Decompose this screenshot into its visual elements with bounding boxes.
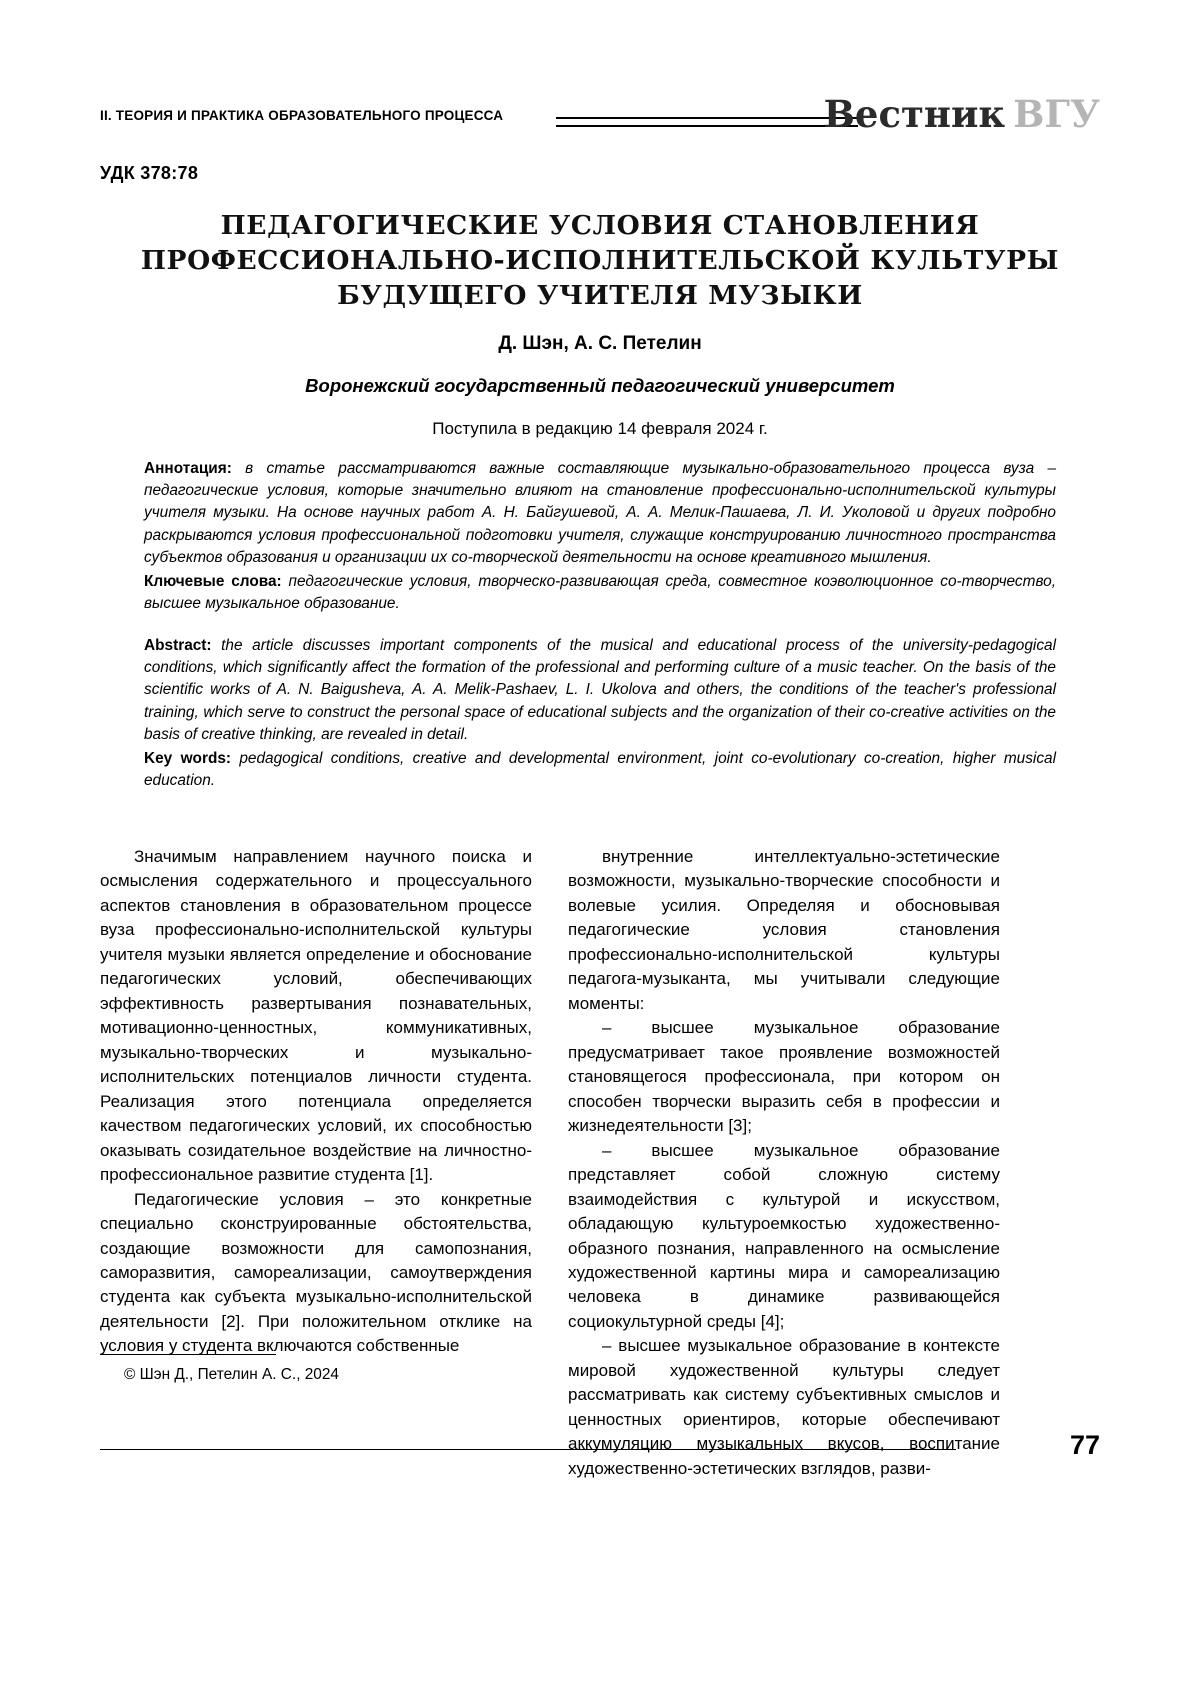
footer-rule — [100, 1449, 956, 1450]
abstract-english-body — [144, 635, 1056, 746]
keywords-russian-label: Ключевые слова: — [144, 572, 282, 590]
journal-name-abbr: ВГУ — [1013, 92, 1100, 136]
article-authors: Д. Шэн, А. С. Петелин — [498, 333, 702, 354]
body-paragraph: – высшее музыкальное образование представляет собой сложную систему взаимодействия с культурой и искусством, обладающую культуроемкостью художественно-образного познания, направленного на осмысление художественной картины мира и самореализацию человека в динамике развивающейся социокультурной среды [4]; — [568, 1140, 1000, 1331]
running-head — [100, 92, 1100, 142]
keywords-russian — [144, 571, 1056, 615]
body-paragraph: Значимым направлением научного поиска и осмысления содержательного и процессуального аспектов становления в образовательном процессе вуза профессионально-исполнительской культуры учителя музыки является определение и обоснование педагогических условий, обеспечивающих эффективность развертывания познавательных, мотивационно-ценностных, коммуникативных, музыкально-творческих и музыкально-исполнительских потенциалов личности студента. Реализация этого потенциала определяется качеством педагогических условий, их способностью оказывать созидательное воздействие на личностно-профессиональное развитие студента [1]. — [100, 847, 532, 1185]
article-title-line-1: ПЕДАГОГИЧЕСКИЕ УСЛОВИЯ СТАНОВЛЕНИЯ — [220, 210, 980, 241]
journal-logo — [824, 92, 1100, 136]
received-date: Поступила в редакцию 14 февраля 2024 г. — [432, 419, 768, 438]
body-paragraph: Педагогические условия – это конкретные специально сконструированные обстоятельства, создающие возможности для самопознания, саморазвития, самореализации, самоутверждения студента как субъекта музыкально-исполнительской деятельности [2]. При положительном отклике на условия у студента включаются собственные — [100, 1189, 532, 1356]
page-number: 77 — [1069, 1430, 1100, 1460]
body-paragraph: – высшее музыкальное образование предусматривает такое проявление возможностей становящегося профессионала, при котором он способен творчески выразить себя в профессии и жизнедеятельности [3]; — [568, 1018, 1000, 1136]
body-column-left — [100, 845, 532, 1359]
udc-code: УДК 378:78 — [100, 163, 199, 183]
copyright-footnote: © Шэн Д., Петелин А. С., 2024 — [124, 1366, 339, 1383]
article-title — [100, 208, 1100, 314]
body-paragraph: внутренние интеллектуально-эстетические возможности, музыкально-творческие способности и волевые усилия. Определяя и обосновывая педагогические условия становления профессионально-исполнительской культуры педагога-музыканта, мы учитывали следующие моменты: — [568, 847, 1000, 1013]
keywords-english — [144, 748, 1056, 792]
abstract-russian-label: Аннотация: — [144, 460, 232, 477]
keywords-english-label: Key words: — [144, 749, 232, 767]
abstract-russian-text: в статье рассматриваются важные составляющие музыкально-образовательного процесса вуза – педагогические условия, которые значительно влияют на становление профессионально-исполнительской культуры учителя музыки. На основе научных работ А. Н. Байгушевой, А. А. Мелик-Пашаева, Л. И. Уколовой и других подробно раскрываются условия профессиональной подготовки учителя, служащие конструированию личностного пространства субъектов образования и организации их со-творческой деятельности на основе креативного мышления. — [144, 460, 1056, 566]
article-title-line-3: БУДУЩЕГО УЧИТЕЛЯ МУЗЫКИ — [337, 280, 863, 312]
body-column-right — [568, 845, 1000, 1481]
abstract-russian-body — [144, 458, 1056, 569]
abstract-english — [144, 635, 1056, 792]
article-affiliation: Воронежский государственный педагогический университет — [305, 375, 895, 396]
abstract-russian — [144, 458, 1056, 615]
journal-name-main: Вестник — [823, 92, 1006, 136]
running-head-rule — [556, 117, 858, 127]
running-head-section: II. ТЕОРИЯ И ПРАКТИКА ОБРАЗОВАТЕЛЬНОГО ПРОЦЕССА — [100, 108, 504, 123]
body-paragraph: – высшее музыкальное образование в контексте мировой художественной культуры следует рассматривать как систему субъективных смыслов и ценностных ориентиров, которые обеспечивают аккумуляцию музыкальных вкусов, воспитание художественно-эстетических взглядов, разви- — [568, 1336, 1000, 1478]
footnote-rule — [100, 1354, 276, 1355]
abstract-english-label: Abstract: — [144, 637, 212, 654]
keywords-russian-text: педагогические условия, творческо-развивающая среда, совместное коэволюционное со-творчество, высшее музыкальное образование. — [144, 572, 1056, 613]
keywords-english-text: pedagogical conditions, creative and developmental environment, joint co-evolutionary co-creation, higher musical education. — [144, 749, 1056, 790]
article-title-line-2: ПРОФЕССИОНАЛЬНО-ИСПОЛНИТЕЛЬСКОЙ КУЛЬТУРЫ — [140, 245, 1060, 277]
abstract-english-text: the article discusses important components of the musical and educational process of the university-pedagogical conditions, which significantly affect the formation of the professional and performing culture of a music teacher. On the basis of the scientific works of A. N. Baigusheva, A. A. Melik-Pashaev, L. I. Ukolova and others, the conditions of the teacher's professional training, which serve to construct the personal space of educational subjects and the organization of their co-creative activities on the basis of creative thinking, are revealed in detail. — [144, 637, 1056, 743]
